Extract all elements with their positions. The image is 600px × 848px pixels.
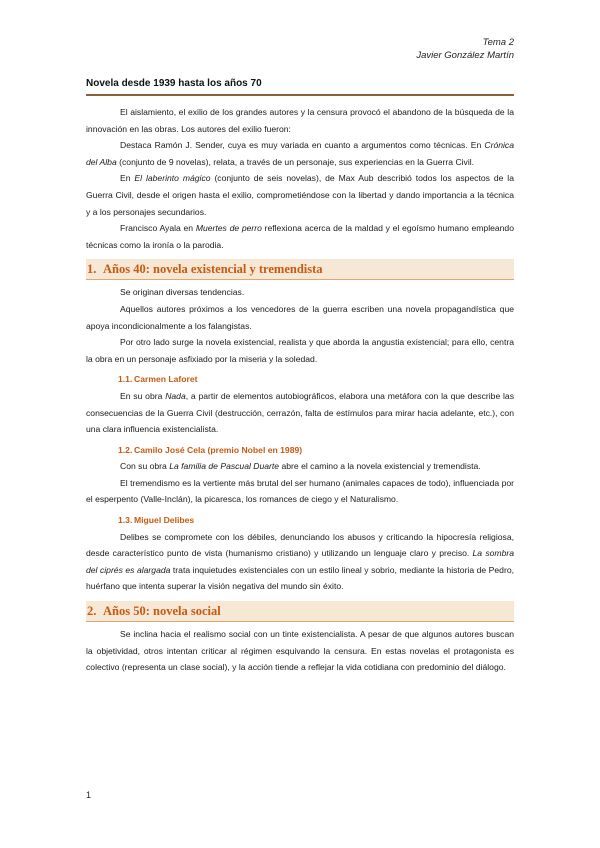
intro-paragraph-aub: En El laberinto mágico (conjunto de seis novelas), de Max Aub describió todos los aspectos de la Guerra Civil, desde el origen hasta el exilio, comprometiéndose con la libertad y dando importancia a la técnica y a los personajes secundarios.	[86, 173, 514, 217]
subsection-paragraph: El tremendismo es la vertiente más brutal del ser humano (animales capaces de todo), influenciada por el esperpento (Valle-Inclán), la picaresca, los romances de ciego y el Naturalismo.	[86, 477, 514, 505]
intro-paragraph-sender: Destaca Ramón J. Sender, cuya es muy variada en cuanto a argumentos como técnicas. En Crónica del Alba (conjunto de 9 novelas), relata, a través de un personaje, sus experiencias en la Guerra Civil.	[86, 140, 514, 167]
book-title: La familia de Pascual Duarte	[169, 461, 280, 472]
subsection-paragraph: Delibes se compromete con los débiles, denunciando los abusos y criticando la hipocresía religiosa, desde característico punto de vista (humanismo cristiano) y utilizando un lenguaje claro y preciso. La sombra del ciprés es alargada trata inquietudes existenciales con un estilo lineal y sobrio, mediante la historia de Pedro, huérfano que intenta superar la visión negativa del mundo sin éxito.	[86, 531, 514, 592]
book-title: Crónica del Alba	[86, 140, 514, 167]
page-number: 1	[86, 790, 92, 800]
book-title: Muertes de perro	[195, 223, 262, 234]
header-author: Javier González Martín	[416, 50, 514, 61]
document-body	[86, 104, 514, 676]
section-heading-2: 2. Años 50: novela social	[86, 601, 514, 622]
subsection-heading-1-3: 1.3. Miguel Delibes	[118, 515, 195, 526]
intro-paragraph: El aislamiento, el exilio de los grandes autores y la censura provocó el abandono de la búsqueda de la innovación en las obras. Los autores del exilio fueron:	[86, 107, 514, 134]
book-title: El laberinto mágico	[134, 173, 211, 184]
intro-paragraph-ayala: Francisco Ayala en Muertes de perro reflexiona acerca de la maldad y el egoísmo humano empleando técnicas como la ironía o la parodia.	[86, 223, 514, 250]
section1-paragraph: Se originan diversas tendencias.	[120, 287, 245, 298]
subsection-heading-1-2: 1.2. Camilo José Cela (premio Nobel en 1989)	[118, 444, 303, 455]
section2-paragraph: Se inclina hacia el realismo social con un tinte existencialista. A pesar de que algunos autores buscan la objetividad, otros intentan criticar al régimen esquivando la censura. En estas novelas el protagonista es colectivo (representa un clase social), y la acción tiende a reflejar la vida cotidiana con predominio del diálogo.	[86, 629, 514, 673]
title-underline-divider	[86, 94, 514, 96]
header-topic: Tema 2	[482, 37, 514, 48]
section1-paragraph: Por otro lado surge la novela existencial, realista y que aborda la angustia existencial; para ello, centra la obra en un personaje asfixiado por la miseria y la soledad.	[86, 337, 514, 364]
book-title: Nada	[165, 390, 186, 401]
page-header	[416, 36, 514, 62]
subsection-heading-1-1: 1.1. Carmen Laforet	[118, 374, 198, 385]
subsection-paragraph: En su obra Nada, a partir de elementos autobiográficos, elabora una metáfora con la que describe las consecuencias de la Guerra Civil (destrucción, cerrazón, falta de estímulos para mirar hacia adelante, etc.), con una clara influencia existencialista.	[86, 390, 515, 435]
document-title: Novela desde 1939 hasta los años 70	[86, 78, 262, 89]
subsection-paragraph: Con su obra La familia de Pascual Duarte abre el camino a la novela existencial y tremendista.	[120, 461, 481, 472]
book-title: La sombra del ciprés es alargada	[86, 548, 514, 575]
section-heading-1: 1. Años 40: novela existencial y tremendista	[86, 259, 514, 280]
section1-paragraph: Aquellos autores próximos a los vencedores de la guerra escriben una novela propagandística que apoya incondicionalmente a los falangistas.	[86, 303, 514, 331]
